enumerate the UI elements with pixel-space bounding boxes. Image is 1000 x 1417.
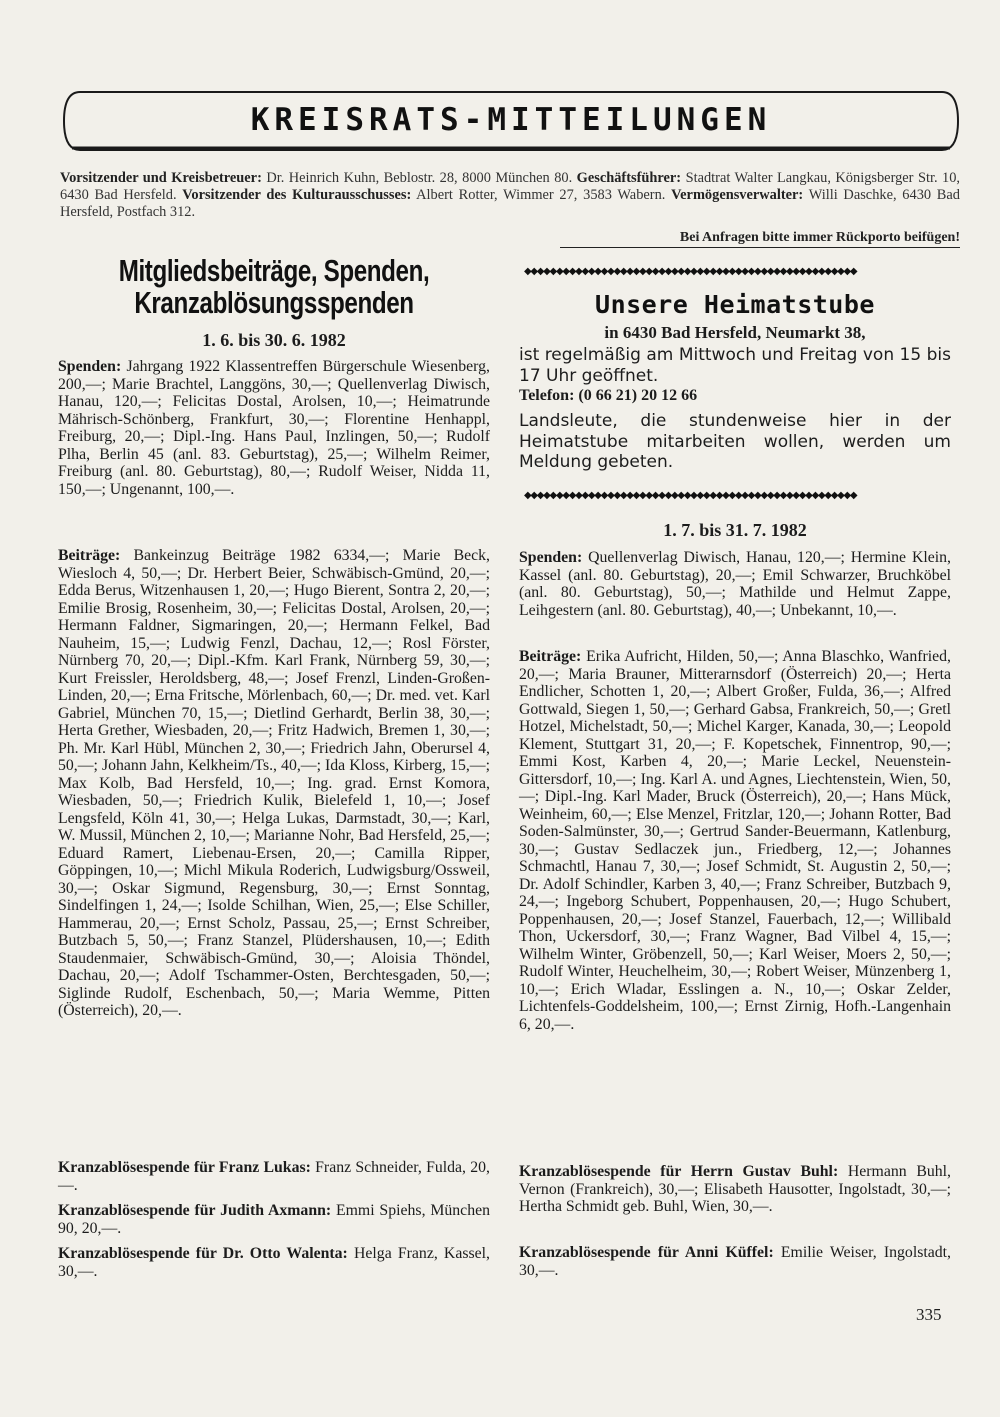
wreath-donation-paragraph (58, 1245, 490, 1280)
donations-paragraph (58, 358, 490, 498)
paragraph-text: Emilie Weiser, Ingolstadt, 30,—. (519, 1244, 951, 1279)
diamond-divider: ◆◆◆◆◆◆◆◆◆◆◆◆◆◆◆◆◆◆◆◆◆◆◆◆◆◆◆◆◆◆◆◆◆◆◆◆◆◆◆◆◆◆◆◆◆◆◆◆◆◆◆◆ (524, 491, 857, 501)
paragraph-label: Kranzablösespende für Judith Axmann: (58, 1202, 332, 1219)
section-title (106, 255, 443, 319)
paragraph-text: Hermann Buhl, Vernon (Frankreich), 30,—; Elisabeth Hausotter, Ingolstadt, 30,—; Hertha Schmidt geb. Buhl, Wien, 30,—. (519, 1163, 951, 1215)
intro-text: Stadtrat Walter Langkau, Königsberger Str. 10, 6430 Bad Hersfeld. (60, 170, 960, 204)
wreath-donation-paragraph (58, 1159, 490, 1194)
contributions-paragraph (519, 648, 951, 1033)
diamond-divider: ◆◆◆◆◆◆◆◆◆◆◆◆◆◆◆◆◆◆◆◆◆◆◆◆◆◆◆◆◆◆◆◆◆◆◆◆◆◆◆◆◆◆◆◆◆◆◆◆◆◆◆◆ (524, 267, 857, 277)
heimatstube-volunteer-note: Landsleute, die stundenweise hier in der Heimatstube mitarbeiten wollen, werden um Meldung gebeten. (519, 411, 951, 472)
wreath-donation-paragraph (519, 1244, 951, 1279)
paragraph-label: Spenden: (519, 549, 583, 566)
paragraph-label: Beiträge: (58, 547, 121, 564)
paragraph-text: Helga Franz, Kassel, 30,—. (58, 1245, 490, 1280)
header-banner (62, 90, 960, 152)
section-title-line: Kranzablösungsspenden (134, 285, 414, 320)
heimatstube-hours: ist regelmäßig am Mittwoch und Freitag von 15 bis 17 Uhr geöffnet. (519, 345, 951, 386)
phone-label: Telefon: (519, 387, 575, 404)
intro-text: Dr. Heinrich Kuhn, Beblostr. 28, 8000 München 80. (261, 170, 577, 186)
section-title-line: Mitgliedsbeiträge, Spenden, (118, 253, 430, 288)
paragraph-label: Kranzablösespende für Dr. Otto Walenta: (58, 1245, 348, 1262)
paragraph-text: Franz Schneider, Fulda, 20,—. (58, 1159, 490, 1194)
page-number: 335 (916, 1305, 942, 1324)
intro-label: Vorsitzender und Kreisbetreuer: (60, 170, 262, 186)
paragraph-label: Kranzablösespende für Herrn Gustav Buhl: (519, 1163, 839, 1180)
intro-text: Albert Rotter, Wimmer 27, 3583 Wabern. (411, 187, 672, 204)
wreath-donation-paragraph (58, 1202, 490, 1237)
intro-text: Willi Daschke, 6430 Bad Hersfeld, Postfach 312. (60, 187, 960, 221)
paragraph-text: Emmi Spiehs, München 90, 20,—. (58, 1202, 491, 1237)
paragraph-label: Beiträge: (519, 648, 582, 665)
return-postage-note: Bei Anfragen bitte immer Rückporto beifügen! (560, 229, 960, 248)
paragraph-label: Spenden: (58, 358, 122, 375)
phone-number: (0 66 21) 20 12 66 (574, 387, 698, 404)
contributions-paragraph (58, 547, 490, 1020)
heimatstube-address: in 6430 Bad Hersfeld, Neumarkt 38, (604, 323, 866, 342)
paragraph-label: Kranzablösespende für Franz Lukas: (58, 1159, 311, 1176)
paragraph-text: Erika Aufricht, Hilden, 50,—; Anna Blaschko, Wanfried, 20,—; Maria Brauner, Mitterarnsdorf (Österreich) 20,—; Herta Endlicher, Schotten 1, 20,—; Albert Großer, Fulda, 36,—; Alfred Gottwald, Siegen 1, 50,—; Gerhard Gabsa, Frankreich, 50,—; Gretl Hotzel, Michelstadt, 50,—; Michel Karger, Kanada, 30,—; Leopold Klement, Stuttgart 31, 20,—; F. Kopetschek, Finnentrop, 90,—; Emmi Kost, Karben 4, 20,—; Marie Leckel, Neuenstein-Gittersdorf, 10,—; Ing. Karl A. und Agnes, Liechtenstein, Wien, 50,—; Dipl.-Ing. Karl Mader, Bruck (Österreich), 20,—; Hans Mück, Weinheim, 60,—; Else Menzel, Fritzlar, 120,—; Johann Rotter, Bad Soden-Salmünster, 30,—; Gertrud Sander-Beuermann, Katlenburg, 30,—; Gustav Sedlaczek jun., Friedberg, 12,—; Johannes Schmachtl, Hanau 7, 30,—; Josef Schmidt, St. Augustin 2, 50,—; Dr. Adolf Schindler, Karben 3, 40,—; Franz Schreiber, Butzbach 9, 24,—; Ingeborg Schubert, Poppenhausen, 20,—; Hugo Schubert, Poppenhausen, 20,—; Josef Stanzel, Fauerbach, 12,—; Willibald Thon, Uckersdorf, 30,—; Franz Wagner, Bad Vilbel 4, 15,—; Wilhelm Winter, Gröbenzell, 50,—; Karl Weiser, Moers 2, 50,—; Rudolf Winter, Heuchelheim, 30,—; Robert Weiser, Münzenberg 1, 10,—; Erich Wladar, Esslingen a. N., 10,—; Oskar Zelder, Lichtenfels-Goddelsheim, 100,—; Ernst Zirnig, Hofh.-Langenhain 6, 20,—. (519, 648, 951, 1033)
page-title: KREISRATS-MITTEILUNGEN (250, 102, 772, 138)
paragraph-text: Bankeinzug Beiträge 1982 6334,—; Marie Beck, Wiesloch 4, 50,—; Dr. Herbert Beier, Schwäbisch-Gmünd, 20,—; Edda Berus, Witzenhausen 1, 20,—; Hugo Bierent, Sontra 2, 20,—; Emilie Brosig, Rosenheim, 30,—; Felicitas Dostal, Arolsen, 20,—; Hermann Faldner, Sigmaringen, 20,—; Hermann Felkel, Bad Nauheim, 15,—; Ludwig Fenzl, Dachau, 12,—; Rosl Förster, Nürnberg 70, 20,—; Dipl.-Kfm. Karl Frank, Nürnberg 59, 30,—; Kurt Freissler, Heroldsberg, 48,—; Josef Frenzl, Linden-Großen-Linden, 20,—; Erna Fritsche, Mörlenbach, 60,—; Dr. med. vet. Karl Gabriel, München 70, 15,—; Dietlind Gerhardt, Berlin 38, 30,—; Herta Grether, Wiesbaden, 20,—; Fritz Hadwich, Bremen 1, 30,—; Ph. Mr. Karl Hübl, München 2, 30,—; Friedrich Jahn, Oberursel 4, 50,—; Johann Jahn, Kelkheim/Ts., 40,—; Ida Kloss, Kirberg, 15,—; Max Kolb, Bad Hersfeld, 10,—; Ing. grad. Ernst Komora, Wiesbaden, 50,—; Friedrich Kulik, Bielefeld 1, 10,—; Josef Lengsfeld, Köln 41, 30,—; Helga Lukas, Darmstadt, 30,—; Karl, W. Mussil, München 2, 10,—; Marianne Nohr, Bad Hersfeld, 25,—; Eduard Ramert, Liebenau-Ersen, 20,—; Camilla Ripper, Göppingen, 10,—; Michl Mikula Roderich, Ludwigsburg/Ossweil, 30,—; Oskar Sigmund, Regensburg, 30,—; Ernst Sonntag, Sindelfingen 1, 24,—; Isolde Schilhan, Wien, 25,—; Else Schiller, Hammerau, 20,—; Ernst Scholz, Passau, 25,—; Ernst Schreiber, Butzbach 5, 50,—; Franz Stanzel, Plüdershausen, 10,—; Edith Staudenmaier, Schwäbisch-Gmünd, 30,—; Aloisia Thöndel, Dachau, 20,—; Adolf Tschammer-Osten, Berchtesgaden, 50,—; Siglinde Rudolf, Eschenbach, 50,—; Maria Wemme, Pitten (Österreich), 20,—. (58, 547, 490, 1019)
intro-label: Geschäftsführer: (576, 170, 682, 186)
intro-label: Vermögensverwalter: (671, 187, 804, 204)
paragraph-text: Quellenverlag Diwisch, Hanau, 120,—; Hermine Klein, Kassel (anl. 80. Geburtstag), 20,—; Emil Schwarzer, Bruchköbel (anl. 80. Geburtstag), 50,—; Mathilde und Helmut Zappe, Leihgestern (anl. 80. Geburtstag), 40,—; Unbekannt, 10,—. (519, 549, 951, 619)
intro-label: Vorsitzender des Kulturausschusses: (182, 187, 412, 204)
paragraph-text: Jahrgang 1922 Klassentreffen Bürgerschule Wiesenberg, 200,—; Marie Brachtel, Langgöns, 30,—; Quellenverlag Diwisch, Hanau, 120,—; Felicitas Dostal, Arolsen, 10,—; Heimatrunde Mährisch-Schönberg, Frankfurt, 30,—; Florentine Henhappl, Freiburg, 20,—; Dipl.-Ing. Hans Paul, Inzlingen, 50,—; Rudolf Plha, Berlin 45 (anl. 83. Geburtstag), 25,—; Wilhelm Reimer, Freiburg (anl. 80. Geburtstag), 80,—; Rudolf Weiser, Nidda 11, 150,—; Ungenannt, 100,—. (58, 358, 490, 498)
heimatstube-title: Unsere Heimatstube (595, 290, 875, 319)
paragraph-label: Kranzablösespende für Anni Küffel: (519, 1244, 774, 1261)
intro-paragraph (60, 170, 960, 222)
period-heading: 1. 6. bis 30. 6. 1982 (202, 330, 346, 350)
donations-paragraph (519, 549, 951, 619)
wreath-donation-paragraph (519, 1163, 951, 1216)
period-heading: 1. 7. bis 31. 7. 1982 (663, 520, 807, 540)
heimatstube-phone (519, 387, 951, 405)
